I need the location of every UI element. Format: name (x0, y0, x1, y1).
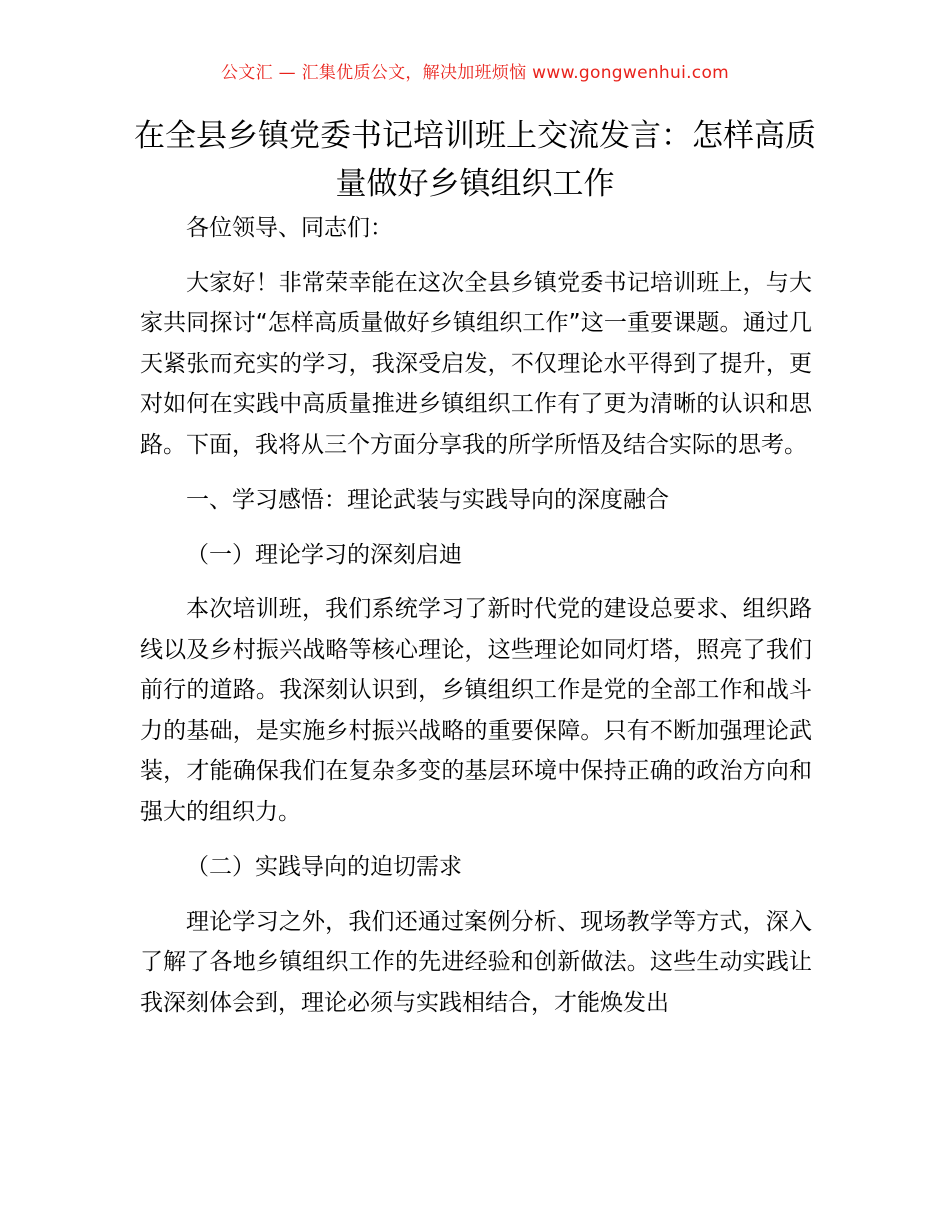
salutation: 各位领导、同志们： (186, 215, 393, 241)
subsection-2-paragraph: 理论学习之外，我们还通过案例分析、现场教学等方式，深入了解了各地乡镇组织工作的先进经验和创新做法。这些生动实践让我深刻体会到，理论必须与实践相结合，才能焕发出 (140, 908, 812, 1016)
document-body (140, 208, 812, 1038)
subsection-1-heading: （一）理论学习的深刻启迪 (186, 541, 462, 568)
document-title: 在全县乡镇党委书记培训班上交流发言：怎样高质量做好乡镇组织工作 (134, 118, 816, 202)
subsection-2-heading: （二）实践导向的迫切需求 (186, 854, 462, 880)
subsection-1-paragraph: 本次培训班，我们系统学习了新时代党的建设总要求、组织路线以及乡村振兴战略等核心理论，这些理论如同灯塔，照亮了我们前行的道路。我深刻认识到，乡镇组织工作是党的全部工作和战斗力的基础，是实施乡村振兴战略的重要保障。只有不断加强理论武装，才能确保我们在复杂多变的基层环境中保持正确的政治方向和强大的组织力。 (140, 596, 812, 825)
intro-paragraph: 大家好！非常荣幸能在这次全县乡镇党委书记培训班上，与大家共同探讨“怎样高质量做好乡镇组织工作”这一重要课题。通过几天紧张而充实的学习，我深受启发，不仅理论水平得到了提升，更对如何在实践中高质量推进乡镇组织工作有了更为清晰的认识和思路。下面，我将从三个方面分享我的所学所悟及结合实际的思考。 (140, 269, 812, 458)
site-header-banner: 公文汇 — 汇集优质公文，解决加班烦恼 www.gongwenhui.com (220, 63, 730, 83)
section-1-heading: 一、学习感悟：理论武装与实践导向的深度融合 (186, 487, 669, 513)
